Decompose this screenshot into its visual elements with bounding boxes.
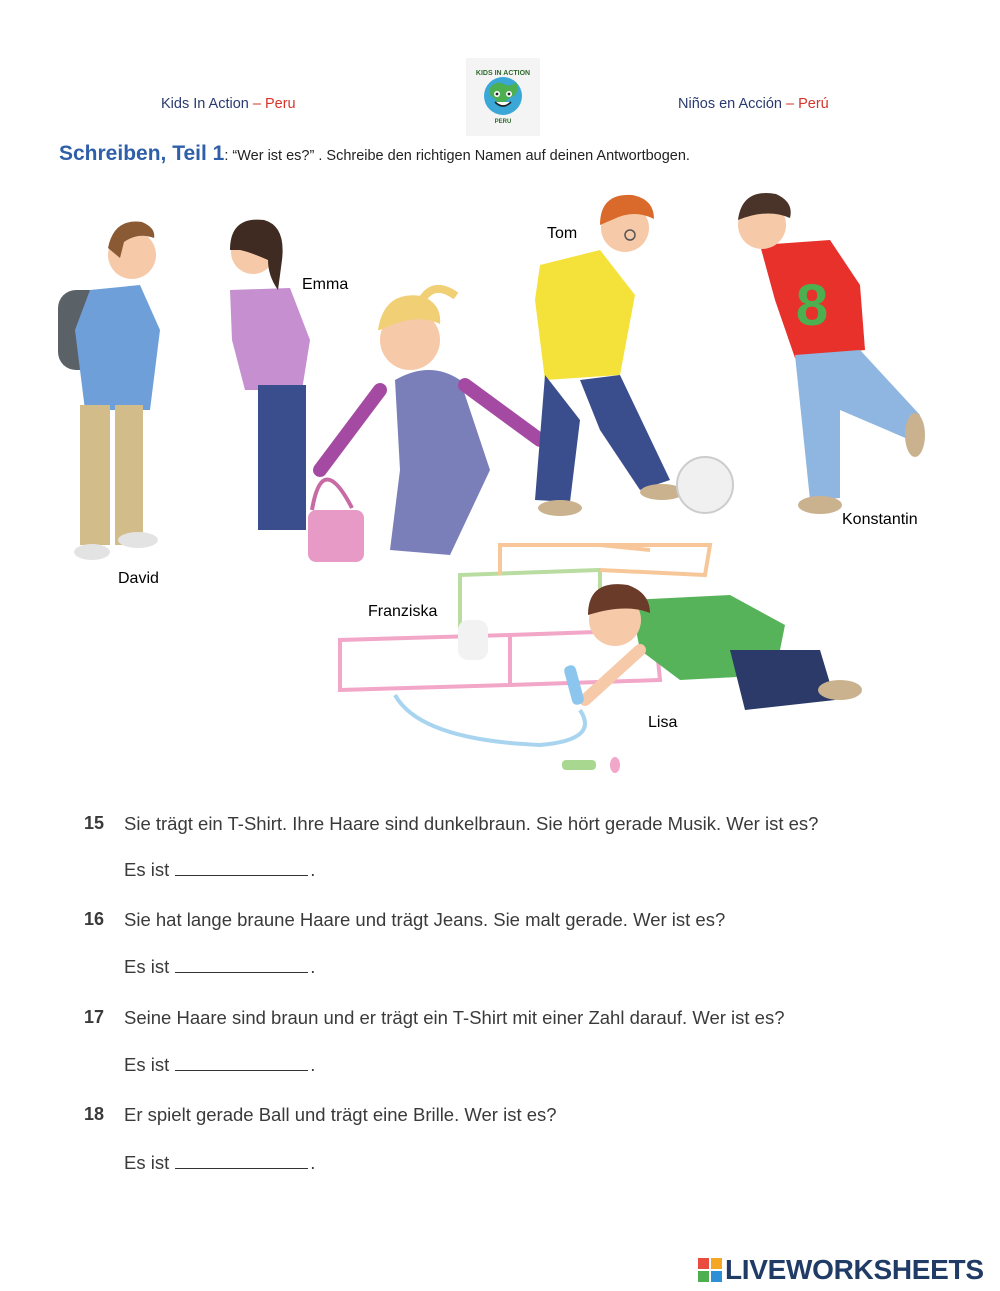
kids-in-action-logo bbox=[466, 58, 540, 136]
label-david: David bbox=[118, 570, 159, 587]
question-number: 17 bbox=[84, 1007, 105, 1027]
david-figure bbox=[58, 222, 160, 560]
liveworksheets-logo-icon bbox=[698, 1258, 722, 1282]
header-right-country: – Perú bbox=[781, 96, 829, 112]
tom-figure bbox=[535, 195, 733, 516]
header-left-country: – Peru bbox=[248, 96, 296, 112]
answer-suffix: . bbox=[310, 859, 316, 880]
label-tom: Tom bbox=[547, 225, 578, 242]
answer-suffix: . bbox=[310, 1054, 316, 1075]
question-text: Er spielt gerade Ball und trägt eine Brille. Wer ist es? bbox=[124, 1104, 557, 1125]
answer-blank[interactable] bbox=[175, 958, 308, 973]
task-title bbox=[59, 142, 690, 166]
header-right-caption bbox=[678, 96, 829, 112]
label-lisa: Lisa bbox=[648, 714, 678, 731]
question-number: 15 bbox=[84, 813, 105, 833]
answer-prefix: Es ist bbox=[124, 859, 170, 880]
header-left-brand: Kids In Action bbox=[161, 96, 249, 112]
emma-figure bbox=[230, 220, 364, 562]
question-text: Sie trägt ein T-Shirt. Ihre Haare sind dunkelbraun. Sie hört gerade Musik. Wer ist es? bbox=[124, 813, 819, 834]
lisa-figure bbox=[562, 584, 862, 773]
answer-line bbox=[124, 956, 315, 978]
answer-line bbox=[124, 1054, 315, 1076]
header-left-caption bbox=[161, 96, 296, 112]
question-text: Seine Haare sind braun und er trägt ein T-Shirt mit einer Zahl darauf. Wer ist es? bbox=[124, 1007, 785, 1028]
answer-suffix: . bbox=[310, 956, 316, 977]
konstantin-figure bbox=[738, 193, 925, 514]
shirt-number: 8 bbox=[795, 273, 829, 338]
task-title-instruction: : “Wer ist es?” . Schreibe den richtigen Namen auf deinen Antwortbogen. bbox=[224, 148, 690, 164]
label-emma: Emma bbox=[302, 276, 349, 293]
liveworksheets-wordmark: LIVEWORKSHEETS bbox=[725, 1254, 984, 1285]
answer-prefix: Es ist bbox=[124, 956, 170, 977]
answer-prefix: Es ist bbox=[124, 1054, 170, 1075]
header-right-brand: Niños en Acción bbox=[678, 96, 782, 112]
label-konstantin: Konstantin bbox=[842, 511, 918, 528]
answer-suffix: . bbox=[310, 1152, 316, 1173]
answer-line bbox=[124, 859, 315, 881]
question-number: 18 bbox=[84, 1104, 105, 1124]
logo-text-top: KIDS IN ACTION bbox=[475, 70, 531, 77]
answer-prefix: Es ist bbox=[124, 1152, 170, 1173]
answer-blank[interactable] bbox=[175, 1154, 308, 1169]
question-text: Sie hat lange braune Haare und trägt Jeans. Sie malt gerade. Wer ist es? bbox=[124, 909, 726, 930]
task-title-heading: Schreiben, Teil 1 bbox=[59, 142, 225, 165]
answer-line bbox=[124, 1152, 315, 1174]
answer-blank[interactable] bbox=[175, 1056, 308, 1071]
question-number: 16 bbox=[84, 909, 105, 929]
children-illustration bbox=[40, 180, 960, 790]
label-franziska: Franziska bbox=[368, 603, 438, 620]
logo-text-bottom: PERU bbox=[494, 119, 512, 125]
answer-blank[interactable] bbox=[175, 861, 308, 876]
